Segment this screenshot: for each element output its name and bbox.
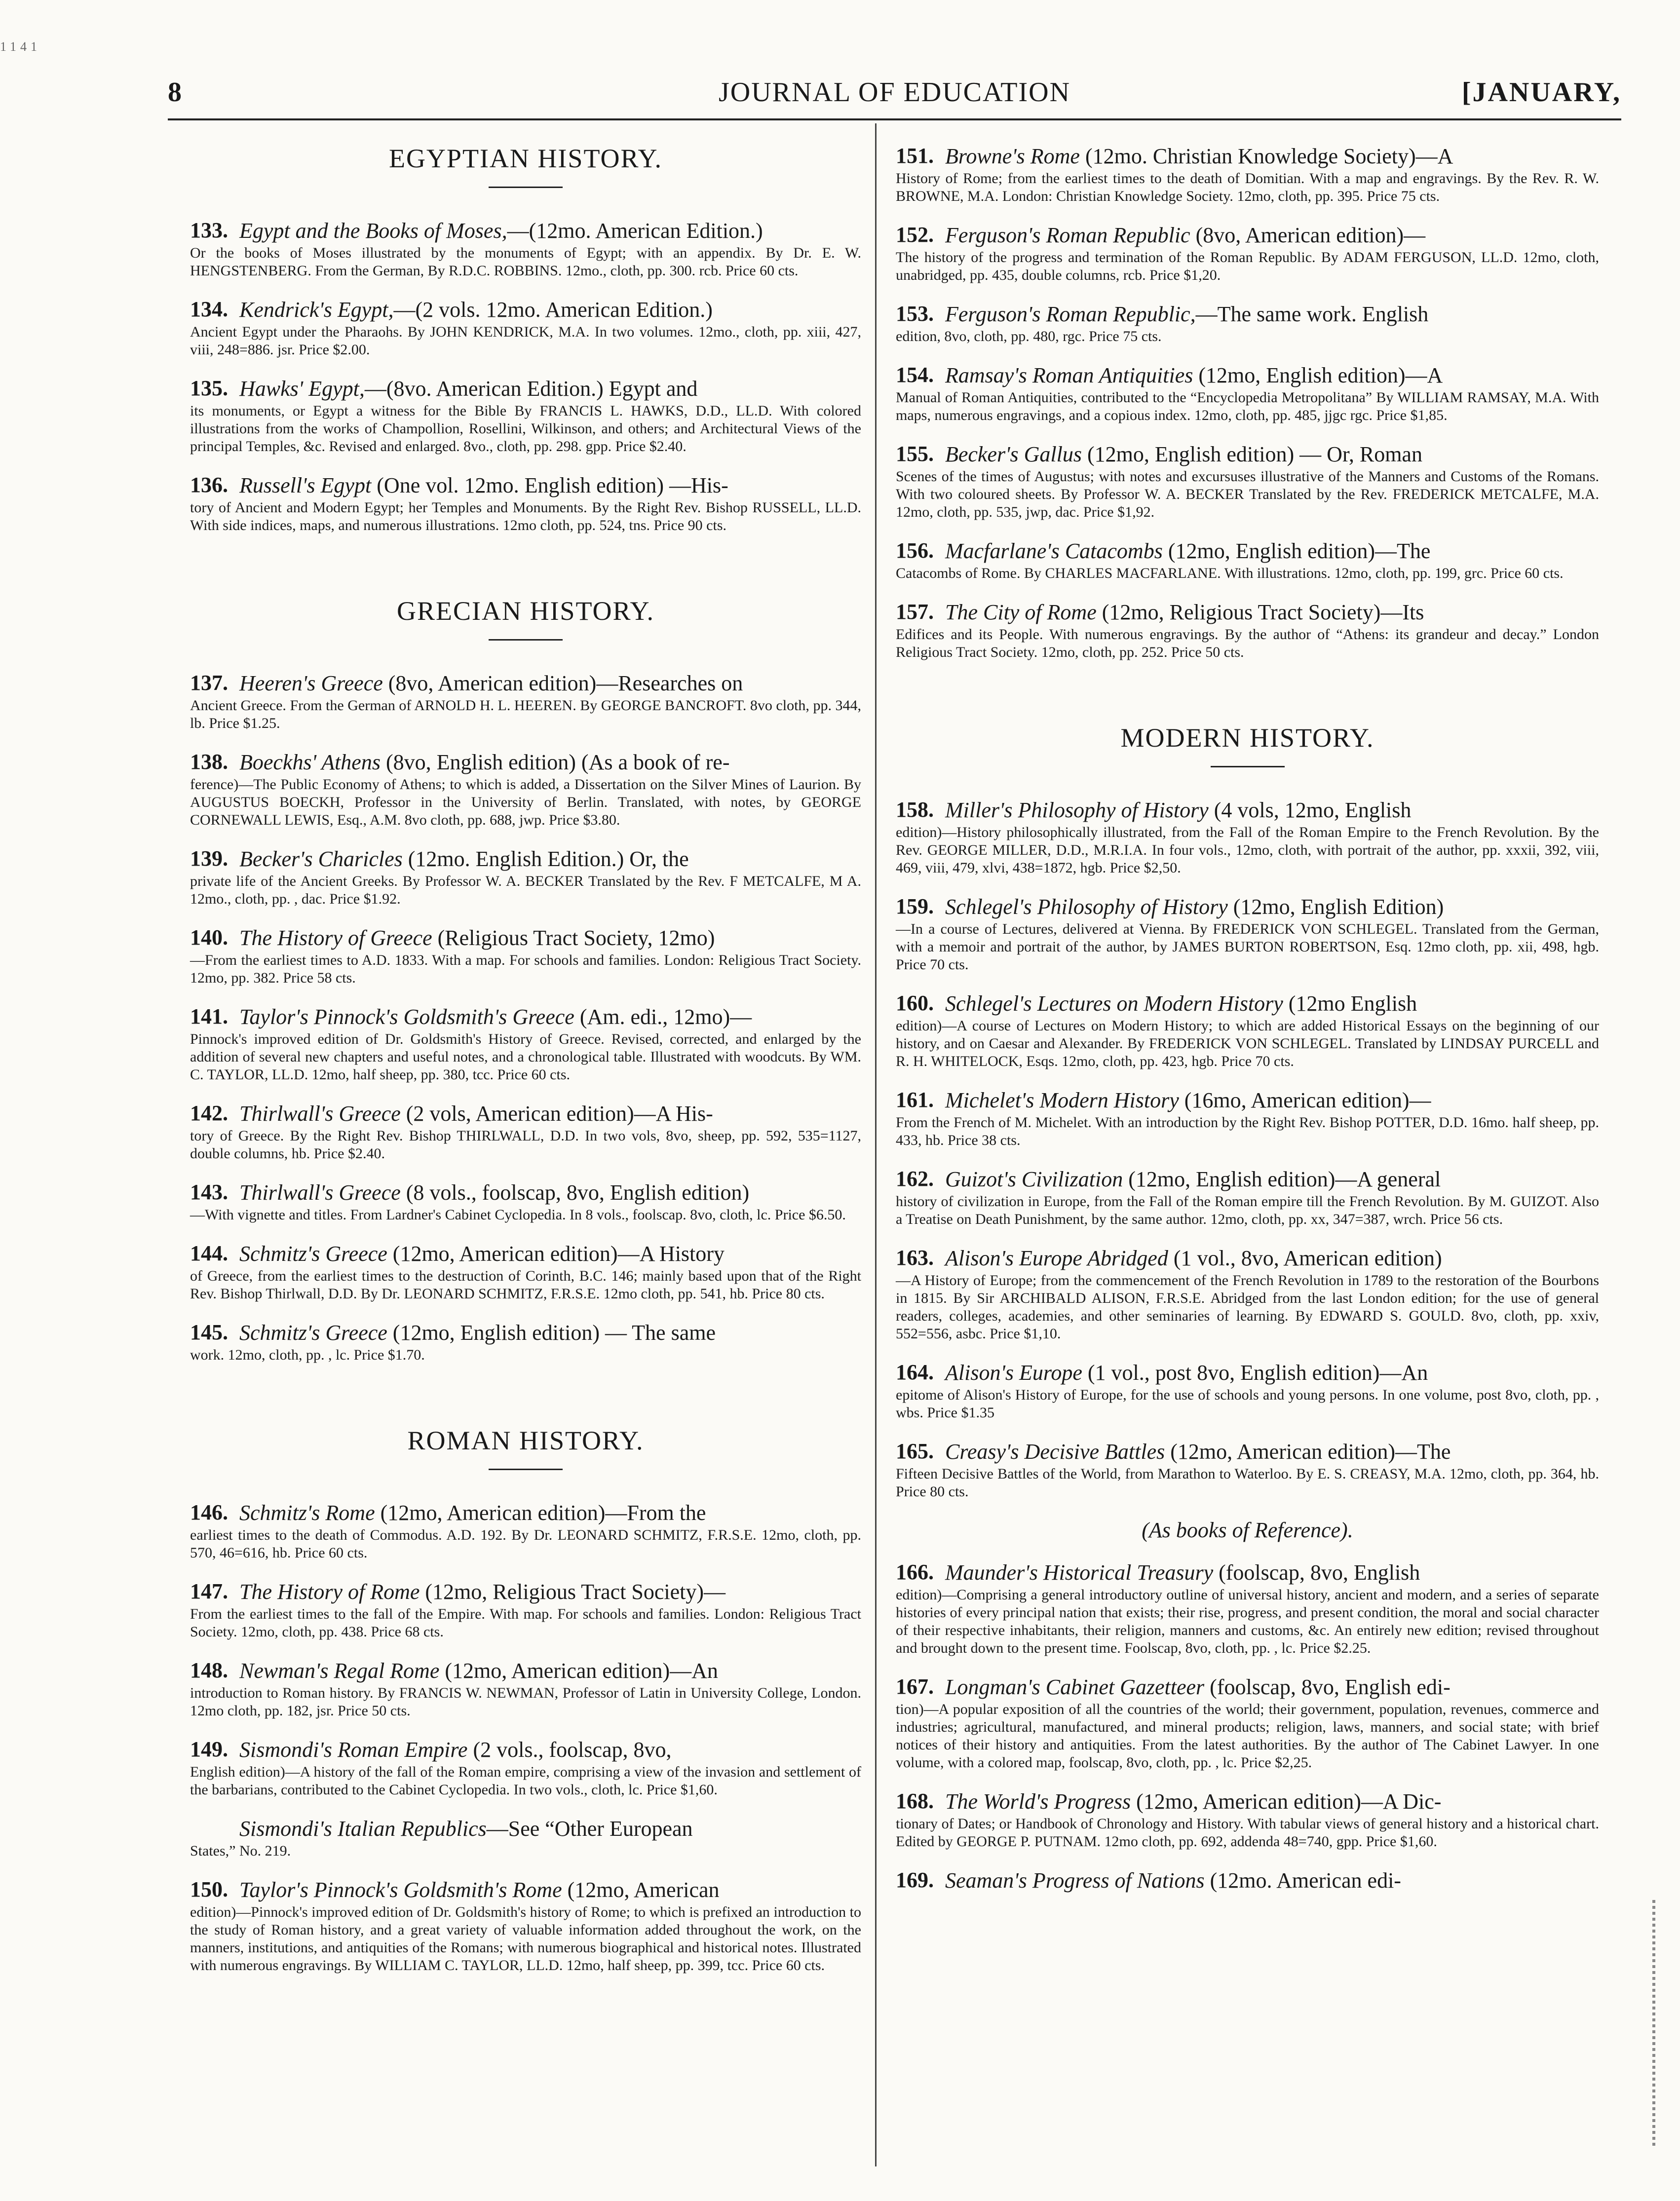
entry-number: 160. xyxy=(896,991,934,1015)
entry-title: Russell's Egypt xyxy=(239,473,372,497)
entry-title: Kendrick's Egypt, xyxy=(239,298,394,322)
entry-heading xyxy=(239,846,861,873)
entry-number: 150. xyxy=(190,1877,228,1901)
catalog-entry xyxy=(896,599,1599,661)
entry-number: 165. xyxy=(896,1439,934,1463)
entry-edition: (12mo English xyxy=(1283,991,1417,1016)
entry-heading xyxy=(239,1579,861,1605)
entry-description: edition)—Pinnock's improved edition of Dr. Goldsmith's history of Rome; to which is prefixed an introduction to the study of Roman history, and a great variety of valuable information added throughout the work, on the manners, institutions, and antiquities of the Romans; with numerous biographical and historical notes. Illustrated with numerous engravings. By WILLIAM C. TAYLOR, LL.D. 12mo, half sheep, pp. 399, tcc. Price 60 cts. xyxy=(190,1904,861,1973)
entry-number: 144. xyxy=(190,1241,228,1265)
catalog-entry xyxy=(190,1004,861,1084)
entry-number: 155. xyxy=(896,442,934,466)
entry-description: tion)—A popular exposition of all the countries of the world; their government, population, revenues, commerce and industries; agricultural, manufactured, and mineral products; religion, laws, manners, and social state; with brief notices of their history and antiquities. From the latest authorities. By the author of The Cabinet Lawyer. In one volume, with a colored map, foolscap, 8vo, cloth, pp. , lc. Price $2,25. xyxy=(896,1701,1599,1771)
entry-heading xyxy=(945,301,1599,328)
entry-edition: (16mo, American edition)— xyxy=(1179,1088,1431,1112)
entry-number: 151. xyxy=(896,144,934,168)
entry-title: The World's Progress xyxy=(945,1789,1131,1814)
entry-heading xyxy=(239,1500,861,1526)
section-rule xyxy=(489,1469,563,1470)
entry-heading xyxy=(945,1245,1599,1272)
entry-edition: (One vol. 12mo. English edition) —His- xyxy=(371,473,728,497)
section-gap xyxy=(190,551,861,596)
section-title: ROMAN HISTORY. xyxy=(407,1426,644,1455)
catalog-entry xyxy=(190,1579,861,1641)
entry-number: 158. xyxy=(896,797,934,822)
entry-description: Ancient Egypt under the Pharaohs. By JOHN KENDRICK, M.A. In two volumes. 12mo., cloth, pp. xiii, 427, viii, 248=886. jsr. Price $2.00. xyxy=(190,324,861,358)
catalog-entry xyxy=(896,441,1599,521)
entry-title: The History of Greece xyxy=(239,926,432,950)
entry-edition: (12mo, American edition)—A Dic- xyxy=(1131,1789,1442,1814)
page-number: 8 xyxy=(168,77,182,108)
catalog-entry xyxy=(190,1500,861,1562)
entry-title: Taylor's Pinnock's Goldsmith's Greece xyxy=(239,1005,574,1029)
entry-edition: (12mo, American edition)—From the xyxy=(375,1501,706,1525)
catalog-entry xyxy=(896,143,1599,205)
entry-number: 138. xyxy=(190,750,228,774)
entry-description: —From the earliest times to A.D. 1833. With a map. For schools and families. London: Religious Tract Society. 12mo, pp. 382. Price 58 cts. xyxy=(190,952,861,986)
entry-heading xyxy=(945,1867,1599,1894)
catalog-entry xyxy=(896,1867,1599,1894)
entry-heading xyxy=(945,1087,1599,1114)
entry-description: —In a course of Lectures, delivered at Vienna. By FREDERICK VON SCHLEGEL. Translated from the German, with a memoir and portrait of the author, by JAMES BURTON ROBERTSON, Esq. 12mo cloth, pp. xii, 498, hgb. Price 70 cts. xyxy=(896,921,1599,973)
entry-number: 153. xyxy=(896,302,934,326)
entry-number: 137. xyxy=(190,671,228,695)
entry-heading xyxy=(945,797,1599,824)
entry-heading xyxy=(239,1816,861,1842)
catalog-entry xyxy=(190,472,861,534)
entry-edition: (12mo. American edi- xyxy=(1204,1868,1401,1893)
entry-number: 156. xyxy=(896,538,934,563)
entry-number: 169. xyxy=(896,1868,934,1892)
entry-edition: (foolscap, 8vo, English edi- xyxy=(1204,1675,1451,1699)
entry-title: Hawks' Egypt, xyxy=(239,377,365,401)
entry-description: From the earliest times to the fall of the Empire. With map. For schools and families. London: Religious Tract Society. 12mo, cloth, pp. 438. Price 68 cts. xyxy=(190,1606,861,1640)
page-header xyxy=(168,76,1621,116)
entry-title: The City of Rome xyxy=(945,600,1097,624)
entry-heading xyxy=(239,1737,861,1763)
entry-description: of Greece, from the earliest times to the destruction of Corinth, B.C. 146; mainly based upon that of the Right Rev. Bishop Thirlwall, D.D. By Dr. LEONARD SCHMITZ, F.R.S.E. 12mo cloth, pp. 541, hb. Price 80 cts. xyxy=(190,1268,861,1302)
entry-description: Pinnock's improved edition of Dr. Goldsmith's History of Greece. Revised, corrected, and enlarged by the addition of several new chapters and useful notes, and a chronological table. Illustrated with woodcuts. By WM. C. TAYLOR, LL.D. 12mo, half sheep, pp. 380, tcc. Price 60 cts. xyxy=(190,1031,861,1083)
entry-description: tory of Ancient and Modern Egypt; her Temples and Monuments. By the Right Rev. Bishop RUSSELL, LL.D. With side indices, maps, and numerous illustrations. 12mo cloth, pp. 524, tns. Price 90 cts. xyxy=(190,499,861,533)
reference-subheading: (As books of Reference). xyxy=(1142,1518,1353,1542)
entry-edition: (12mo, Religious Tract Society)— xyxy=(420,1580,726,1604)
entry-title: Schmitz's Greece xyxy=(239,1242,387,1266)
entry-title: Ferguson's Roman Republic xyxy=(945,223,1190,247)
catalog-entry xyxy=(190,1320,861,1364)
section-rule xyxy=(489,639,563,641)
entry-heading xyxy=(239,472,861,499)
entry-description: tionary of Dates; or Handbook of Chronology and History. With tabular views of general history and a historical chart. Edited by GEORGE P. PUTNAM. 12mo cloth, pp. 692, addenda 48=740, gpp. Price $1,60. xyxy=(896,1816,1599,1850)
entry-title: Ferguson's Roman Republic, xyxy=(945,302,1196,326)
section-title: EGYPTIAN HISTORY. xyxy=(388,144,663,173)
entry-edition: (12mo, English edition)—The xyxy=(1162,539,1431,563)
entry-heading xyxy=(239,1241,861,1267)
entry-heading xyxy=(239,1179,861,1206)
entry-number: 141. xyxy=(190,1004,228,1028)
entry-heading xyxy=(239,1658,861,1684)
entry-number: 146. xyxy=(190,1500,228,1524)
entry-edition: (12mo, English Edition) xyxy=(1227,895,1444,919)
entry-number: 140. xyxy=(190,925,228,949)
entry-number: 139. xyxy=(190,846,228,871)
entry-description: Edifices and its People. With numerous engravings. By the author of “Athens: its grandeur and decay.” London Religious Tract Society. 12mo, cloth, pp. 252. Price 50 cts. xyxy=(896,626,1599,660)
entry-edition: (foolscap, 8vo, English xyxy=(1213,1560,1420,1585)
catalog-entry xyxy=(896,362,1599,424)
entry-heading xyxy=(239,376,861,402)
catalog-entry xyxy=(896,1439,1599,1501)
catalog-entry xyxy=(896,222,1599,284)
entry-description: States,” No. 219. xyxy=(190,1843,291,1859)
entry-title: Ramsay's Roman Antiquities xyxy=(945,363,1193,387)
entry-number: 136. xyxy=(190,473,228,497)
entry-edition: (8vo, American edition)—Researches on xyxy=(382,671,743,695)
entry-number: 152. xyxy=(896,223,934,247)
entry-edition: (12mo. English Edition.) Or, the xyxy=(402,847,689,871)
entry-heading xyxy=(945,894,1599,920)
entry-description: edition)—Comprising a general introductory outline of universal history, ancient and modern, and a series of separate histories of every principal nation that exists; their rise, progress, and present condition, the moral and social character of their respective inhabitants, their religion, manners and customs, &c. An entirely new edition; revised throughout and brought down to the present time. Foolscap, 8vo, cloth, pp. , lc. Price $2.25. xyxy=(896,1587,1599,1656)
entry-edition: (12mo, Religious Tract Society)—Its xyxy=(1096,600,1424,624)
entry-title: The History of Rome xyxy=(239,1580,420,1604)
entry-number: 133. xyxy=(190,218,228,242)
entry-description: The history of the progress and termination of the Roman Republic. By ADAM FERGUSON, LL.D. 12mo, cloth, unabridged, pp. 435, double columns, rcb. Price $1,20. xyxy=(896,249,1599,283)
section-rule xyxy=(489,187,563,188)
entry-edition: (12mo. Christian Knowledge Society)—A xyxy=(1079,144,1453,168)
entry-title: Alison's Europe Abridged xyxy=(945,1246,1168,1270)
entry-number: 149. xyxy=(190,1737,228,1761)
entry-heading xyxy=(945,362,1599,389)
entry-edition: (8 vols., foolscap, 8vo, English edition) xyxy=(400,1180,750,1205)
entry-heading xyxy=(239,670,861,697)
entry-edition: (12mo, American edition)—A History xyxy=(387,1242,725,1266)
entry-number: 134. xyxy=(190,297,228,321)
catalog-entry xyxy=(896,301,1599,345)
entry-title: Miller's Philosophy of History xyxy=(945,798,1209,822)
entry-title: Michelet's Modern History xyxy=(945,1088,1179,1112)
entry-number: 163. xyxy=(896,1246,934,1270)
catalog-entry xyxy=(896,990,1599,1070)
right-column xyxy=(896,143,1599,1911)
entry-heading xyxy=(239,925,861,951)
catalog-entry xyxy=(896,1674,1599,1772)
catalog-entry xyxy=(896,1788,1599,1851)
entry-number: 161. xyxy=(896,1088,934,1112)
catalog-entry xyxy=(896,1559,1599,1657)
entry-edition: (1 vol., 8vo, American edition) xyxy=(1168,1246,1442,1270)
entry-description: ference)—The Public Economy of Athens; to which is added, a Dissertation on the Silver Mines of Laurion. By AUGUSTUS BOECKH, Professor in the University of Berlin. Translated, with notes, by GEORGE CORNEWALL LEWIS, Esq., A.M. 8vo cloth, pp. 688, jwp. Price $3.80. xyxy=(190,776,861,828)
entry-heading xyxy=(945,599,1599,626)
entry-description: private life of the Ancient Greeks. By Professor W. A. BECKER Translated by the Rev. F METCALFE, M A. 12mo., cloth, pp. , dac. Price $1.92. xyxy=(190,873,861,907)
entry-description: Ancient Greece. From the German of ARNOLD H. L. HEEREN. By GEORGE BANCROFT. 8vo cloth, pp. 344, lb. Price $1.25. xyxy=(190,697,861,731)
entry-edition: (12mo, American edition)—The xyxy=(1165,1440,1451,1464)
entry-title: Becker's Charicles xyxy=(239,847,403,871)
entry-description: Fifteen Decisive Battles of the World, from Marathon to Waterloo. By E. S. CREASY, M.A. 12mo, cloth, pp. 364, hb. Price 80 cts. xyxy=(896,1466,1599,1500)
header-month: [JANUARY, xyxy=(1461,77,1621,108)
entry-heading xyxy=(945,1788,1599,1815)
entry-number: 162. xyxy=(896,1167,934,1191)
catalog-entry xyxy=(896,894,1599,974)
entry-heading xyxy=(945,143,1599,170)
entry-number: 157. xyxy=(896,600,934,624)
catalog-entry xyxy=(896,1245,1599,1343)
entry-title: Guizot's Civilization xyxy=(945,1167,1123,1191)
catalog-entry xyxy=(190,846,861,908)
entry-edition: (1 vol., post 8vo, English edition)—An xyxy=(1082,1361,1428,1385)
entry-heading xyxy=(945,1674,1599,1701)
entry-description: edition, 8vo, cloth, pp. 480, rgc. Price 75 cts. xyxy=(896,328,1162,344)
entry-heading xyxy=(945,538,1599,565)
entry-title: Browne's Rome xyxy=(945,144,1080,168)
entry-title: Maunder's Historical Treasury xyxy=(945,1560,1214,1585)
entry-title: Schlegel's Philosophy of History xyxy=(945,895,1228,919)
catalog-entry xyxy=(190,1100,861,1163)
entry-description: introduction to Roman history. By FRANCIS W. NEWMAN, Professor of Latin in University College, London. 12mo cloth, pp. 182, jsr. Price 50 cts. xyxy=(190,1685,861,1719)
entry-description: Scenes of the times of Augustus; with notes and excursuses illustrative of the Manners and Customs of the Romans. With two coloured sheets. By Professor W. A. BECKER Translated by the Rev. FREDERICK METCALFE, M.A. 12mo, cloth, pp. 535, jwp, dac. Price $1,92. xyxy=(896,468,1599,520)
entry-title: Macfarlane's Catacombs xyxy=(945,539,1163,563)
entry-number: 168. xyxy=(896,1789,934,1813)
entry-edition: (2 vols., foolscap, 8vo, xyxy=(467,1738,672,1762)
entry-edition: (12mo, English edition)—A xyxy=(1193,363,1443,387)
entry-number: 166. xyxy=(896,1560,934,1584)
catalog-entry xyxy=(896,1360,1599,1422)
left-column xyxy=(190,143,861,1991)
entry-title: Sismondi's Roman Empire xyxy=(239,1738,468,1762)
journal-title: JOURNAL OF EDUCATION xyxy=(718,77,1071,108)
entry-edition: (Am. edi., 12mo)— xyxy=(574,1005,752,1029)
entry-number: 147. xyxy=(190,1579,228,1603)
entry-title: Egypt and the Books of Moses, xyxy=(239,219,507,243)
entry-description: tory of Greece. By the Right Rev. Bishop THIRLWALL, D.D. In two vols, 8vo, sheep, pp. 592, 535=1127, double columns, hb. Price $2.40. xyxy=(190,1128,861,1162)
entry-edition: —(8vo. American Edition.) Egypt and xyxy=(364,377,698,401)
entry-edition: (8vo, American edition)— xyxy=(1190,223,1426,247)
entry-title: Schmitz's Greece xyxy=(239,1321,387,1345)
entry-title: Boeckhs' Athens xyxy=(239,750,381,774)
entry-description: From the French of M. Michelet. With an introduction by the Right Rev. Bishop POTTER, D.D. 16mo. half sheep, pp. 433, hb. Price 38 cts. xyxy=(896,1114,1599,1148)
entry-description: Or the books of Moses illustrated by the monuments of Egypt; with an appendix. By Dr. E. W. HENGSTENBERG. From the German, By R.D.C. ROBBINS. 12mo., cloth, pp. 300. rcb. Price 60 cts. xyxy=(190,245,861,279)
entry-heading xyxy=(945,1166,1599,1193)
entry-description: its monuments, or Egypt a witness for the Bible By FRANCIS L. HAWKS, D.D., LL.D. With colored illustrations from the works of Champollion, Rosellini, Wilkinson, and others; and Architectural Views of the principal Temples, &c. Revised and enlarged. 8vo., cloth, pp. 298. gpp. Price $2.40. xyxy=(190,403,861,455)
entry-edition: (12mo, American edition)—An xyxy=(439,1659,718,1683)
section-title: GRECIAN HISTORY. xyxy=(396,596,655,626)
catalog-entry xyxy=(190,1877,861,1974)
entry-heading xyxy=(239,297,861,323)
catalog-entry xyxy=(190,1241,861,1303)
entry-title: Alison's Europe xyxy=(945,1361,1082,1385)
entry-edition: —The same work. English xyxy=(1195,302,1429,326)
section-gap xyxy=(896,678,1599,722)
section-gap xyxy=(190,1381,861,1425)
header-rule xyxy=(168,118,1621,120)
entry-number: 145. xyxy=(190,1320,228,1344)
entry-number: 164. xyxy=(896,1360,934,1384)
entry-edition: —(12mo. American Edition.) xyxy=(507,219,763,243)
entry-description: edition)—History philosophically illustrated, from the Fall of the Roman Empire to the French Revolution. By the Rev. GEORGE MILLER, D.D., M.R.I.A. In four vols., 12mo, cloth, with portrait of the author, pp. xxxii, 392, viii, 469, viii, 479, xlvi, 438=1872, hgb. Price $2,50. xyxy=(896,824,1599,876)
entry-heading xyxy=(945,441,1599,468)
entry-heading xyxy=(239,749,861,776)
entry-heading xyxy=(239,1877,861,1903)
entry-heading xyxy=(945,990,1599,1017)
catalog-entry xyxy=(896,1166,1599,1228)
corner-mark: 1141 xyxy=(0,39,41,54)
entry-description: —With vignette and titles. From Lardner's Cabinet Cyclopedia. In 8 vols., foolscap. 8vo, cloth, lc. Price $6.50. xyxy=(190,1207,846,1223)
entry-title: Longman's Cabinet Gazetteer xyxy=(945,1675,1205,1699)
entry-description: History of Rome; from the earliest times to the death of Domitian. With a map and engravings. By the Rev. R. W. BROWNE, M.A. London: Christian Knowledge Society. 12mo, cloth, pp. 395. Price 75 cts. xyxy=(896,170,1599,204)
entry-title: Sismondi's Italian Republics xyxy=(239,1817,487,1841)
catalog-entry xyxy=(190,376,861,455)
entry-title: Schmitz's Rome xyxy=(239,1501,375,1525)
entry-heading xyxy=(239,1320,861,1346)
catalog-entry xyxy=(190,297,861,359)
entry-number: 143. xyxy=(190,1180,228,1204)
entry-edition: (4 vols, 12mo, English xyxy=(1208,798,1412,822)
entry-title: Thirlwall's Greece xyxy=(239,1180,401,1205)
entry-title: Becker's Gallus xyxy=(945,442,1082,466)
margin-mark xyxy=(1652,1900,1655,2147)
entry-description: work. 12mo, cloth, pp. , lc. Price $1.70. xyxy=(190,1347,425,1363)
entry-number: 135. xyxy=(190,376,228,400)
entry-heading xyxy=(945,222,1599,249)
entry-description: English edition)—A history of the fall of the Roman empire, comprising a view of the invasion and settlement of the barbarians, contributed to the Cabinet Cyclopedia. In two vols., cloth, lc. Price $1,60. xyxy=(190,1764,861,1798)
entry-description: earliest times to the death of Commodus. A.D. 192. By Dr. LEONARD SCHMITZ, F.R.S.E. 12mo, cloth, pp. 570, 46=616, hb. Price 60 cts. xyxy=(190,1527,861,1561)
entry-edition: (Religious Tract Society, 12mo) xyxy=(432,926,715,950)
entry-description: —A History of Europe; from the commencement of the French Revolution in 1789 to the restoration of the Bourbons in 1815. By Sir ARCHIBALD ALISON, F.R.S.E. Abridged from the last London edition; for the use of general readers, colleges, academies, and other seminaries of learning. By EDWARD S. GOULD. 8vo, cloth, pp. xxiv, 552=556, asbc. Price $1,10. xyxy=(896,1272,1599,1342)
entry-heading xyxy=(239,1004,861,1030)
entry-edition: (12mo, American xyxy=(562,1878,720,1902)
catalog-entry xyxy=(896,1087,1599,1149)
column-divider xyxy=(875,123,877,2166)
catalog-entry xyxy=(190,218,861,280)
entry-number: 154. xyxy=(896,363,934,387)
catalog-entry xyxy=(896,538,1599,582)
entry-description: history of civilization in Europe, from the Fall of the Roman empire till the French Revolution. By M. GUIZOT. Also a Treatise on Death Punishment, by the same author. 12mo, cloth, pp. xx, 347=387, wrch. Price 56 cts. xyxy=(896,1193,1599,1227)
entry-heading xyxy=(945,1360,1599,1386)
catalog-entry xyxy=(190,670,861,732)
catalog-entry xyxy=(190,1816,861,1860)
entry-number: 159. xyxy=(896,894,934,918)
entry-description: epitome of Alison's History of Europe, for the use of schools and young persons. In one volume, post 8vo, cloth, pp. , wbs. Price $1.35 xyxy=(896,1387,1599,1421)
section-rule xyxy=(1211,766,1285,767)
entry-title: Newman's Regal Rome xyxy=(239,1659,440,1683)
entry-edition: —(2 vols. 12mo. American Edition.) xyxy=(393,298,713,322)
entry-edition: (2 vols, American edition)—A His- xyxy=(400,1101,713,1126)
entry-edition: (12mo, English edition) — Or, Roman xyxy=(1082,442,1422,466)
catalog-entry xyxy=(190,1658,861,1720)
entry-edition: (12mo, English edition)—A general xyxy=(1123,1167,1441,1191)
entry-heading xyxy=(945,1439,1599,1465)
entry-description: Manual of Roman Antiquities, contributed to the “Encyclopedia Metropolitana” By WILLIAM RAMSAY, M.A. With maps, numerous engravings, and a copious index. 12mo, cloth, pp. 485, jjgc rgc. Price $1,85. xyxy=(896,389,1599,423)
section-title: MODERN HISTORY. xyxy=(1120,723,1375,753)
entry-number: 142. xyxy=(190,1101,228,1125)
catalog-entry xyxy=(190,1737,861,1799)
entry-edition: —See “Other European xyxy=(486,1817,693,1841)
entry-title: Heeren's Greece xyxy=(239,671,383,695)
catalog-entry xyxy=(190,749,861,829)
entry-edition: (8vo, English edition) (As a book of re- xyxy=(380,750,730,774)
entry-heading xyxy=(239,218,861,244)
entry-number: 148. xyxy=(190,1658,228,1682)
entry-heading xyxy=(945,1559,1599,1586)
catalog-entry xyxy=(190,1179,861,1224)
entry-title: Creasy's Decisive Battles xyxy=(945,1440,1165,1464)
entry-title: Taylor's Pinnock's Goldsmith's Rome xyxy=(239,1878,562,1902)
catalog-entry xyxy=(896,797,1599,877)
entry-description: edition)—A course of Lectures on Modern History; to which are added Historical Essays on the beginning of our history, and on Caesar and Alexander. By FREDERICK VON SCHLEGEL. Translated by LINDSAY PURCELL and R. H. WHITELOCK, Esqs. 12mo, cloth, pp. 423, hgb. Price 70 cts. xyxy=(896,1018,1599,1069)
catalog-entry xyxy=(190,925,861,987)
entry-title: Schlegel's Lectures on Modern History xyxy=(945,991,1283,1016)
entry-description: Catacombs of Rome. By CHARLES MACFARLANE. With illustrations. 12mo, cloth, pp. 199, grc. Price 60 cts. xyxy=(896,565,1564,581)
entry-title: Seaman's Progress of Nations xyxy=(945,1868,1205,1893)
entry-edition: (12mo, English edition) — The same xyxy=(387,1321,716,1345)
entry-number: 167. xyxy=(896,1674,934,1699)
entry-heading xyxy=(239,1100,861,1127)
entry-title: Thirlwall's Greece xyxy=(239,1101,401,1126)
